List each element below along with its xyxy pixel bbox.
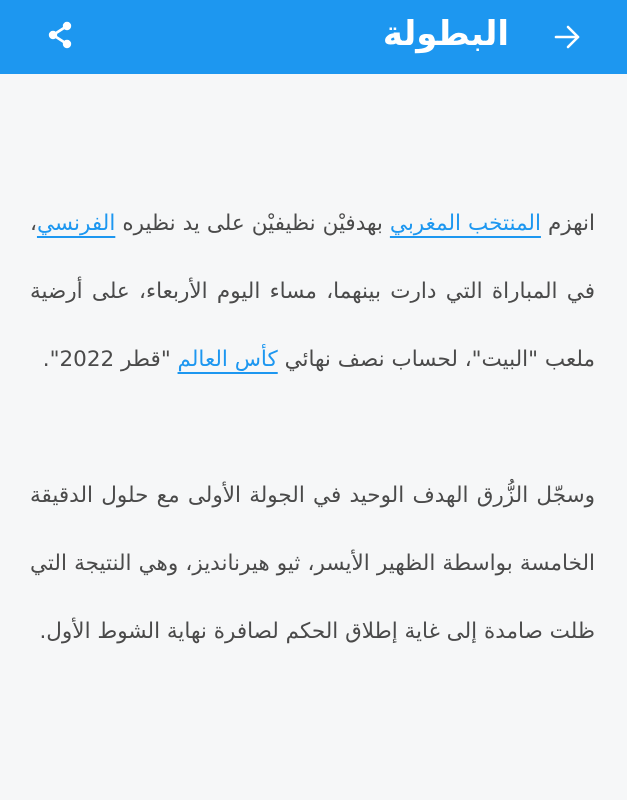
article-paragraph-1	[30, 190, 595, 394]
link-world-cup[interactable]: كأس العالم	[177, 347, 278, 372]
paragraph-text: انهزم	[540, 211, 595, 236]
arrow-right-icon	[553, 23, 581, 51]
link-french-team[interactable]: الفرنسي	[36, 211, 116, 236]
app-logo[interactable]: البطولة	[382, 14, 509, 54]
paragraph-text: ، في المباراة التي دارت بينهما، مساء اليوم الأربعاء، على أرضية ملعب "البيت"، لحساب نصف نهائي	[30, 211, 595, 372]
article-body	[30, 190, 595, 666]
share-icon	[44, 19, 76, 51]
paragraph-text: "قطر 2022".	[42, 347, 178, 372]
share-button[interactable]	[40, 15, 80, 55]
paragraph-text: بهدفيْن نظيفيْن على يد نظيره	[115, 211, 390, 236]
top-app-bar	[0, 0, 627, 74]
link-moroccan-team[interactable]: المنتخب المغربي	[389, 211, 541, 236]
back-button[interactable]	[547, 17, 587, 57]
article-paragraph-2: وسجّل الزُّرق الهدف الوحيد في الجولة الأولى مع حلول الدقيقة الخامسة بواسطة الظهير الأيسر، ثيو هيرنانديز، وهي النتيجة التي ظلت صامدة إلى غاية إطلاق الحكم لصافرة نهاية الشوط الأول.	[30, 483, 595, 644]
